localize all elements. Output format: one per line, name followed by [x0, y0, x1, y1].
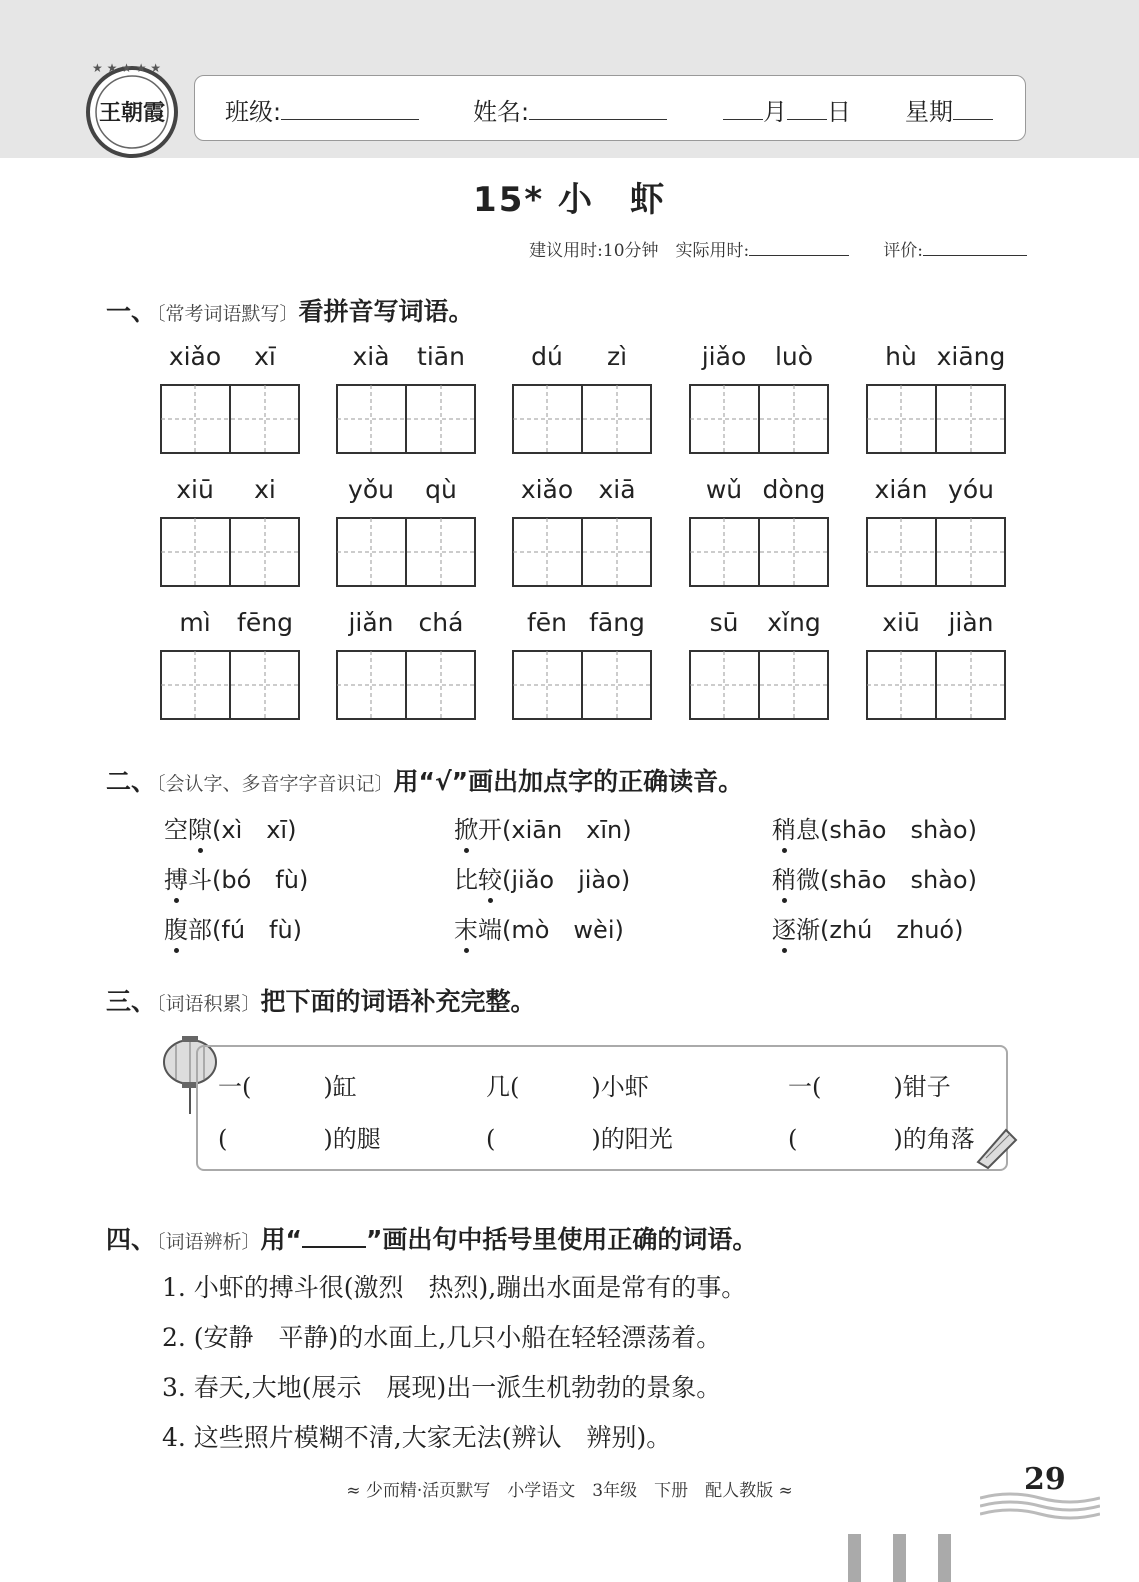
- dotted-character: 腹: [164, 910, 188, 945]
- pinyin-syllable: hù: [885, 342, 917, 371]
- word-character: 息: [796, 816, 820, 844]
- reading-options: (shāo shào): [820, 866, 977, 894]
- lesson-title: 15* 小 虾: [473, 180, 666, 220]
- section4-heading: 四、〔词语辨析〕用“ ”画出句中括号里使用正确的词语。: [106, 1225, 758, 1254]
- svg-text:★ ★ ★ ★ ★: ★ ★ ★ ★ ★: [92, 62, 162, 75]
- character-grid[interactable]: [512, 517, 652, 587]
- pinyin-syllable: xiā: [598, 475, 636, 504]
- wave-decoration-icon: [980, 1490, 1100, 1520]
- blank-3[interactable]: 一( )钳子: [788, 1073, 951, 1101]
- reading-options: (mò wèi): [502, 916, 624, 944]
- fan-decoration-icon: [970, 1122, 1020, 1172]
- dotted-character: 搏: [164, 860, 188, 895]
- character-grid[interactable]: [866, 517, 1006, 587]
- pinyin-syllable: xi: [254, 475, 276, 504]
- class-field[interactable]: 班级:: [225, 92, 419, 127]
- character-grid[interactable]: [689, 384, 829, 454]
- pinyin-syllable: sū: [709, 608, 739, 637]
- pinyin-syllable: xiǎo: [168, 342, 222, 371]
- student-info-box: [194, 75, 1026, 141]
- edge-mark: [848, 1534, 861, 1582]
- character-grid[interactable]: [866, 384, 1006, 454]
- name-field[interactable]: 姓名:: [473, 92, 667, 127]
- pinyin-syllable: xǐng: [767, 608, 821, 637]
- reading-options: (bó fù): [212, 866, 309, 894]
- word-completion-box: [196, 1045, 1008, 1171]
- pinyin-syllable: dòng: [762, 475, 826, 504]
- pinyin-syllable: qù: [425, 475, 457, 504]
- word-character: 端: [478, 916, 502, 944]
- pinyin-syllable: dú: [531, 342, 563, 371]
- section3-heading: 三、〔词语积累〕把下面的词语补充完整。: [106, 987, 536, 1016]
- section1-heading: 一、〔常考词语默写〕看拼音写词语。: [106, 297, 474, 326]
- blank-5[interactable]: ( )的阳光: [486, 1125, 673, 1153]
- pinyin-syllable: fēng: [237, 608, 293, 637]
- pronunciation-item[interactable]: [454, 810, 632, 845]
- section2-heading: 二、〔会认字、多音字字音识记〕用“√”画出加点字的正确读音。: [106, 767, 744, 796]
- dotted-character: 掀: [454, 810, 478, 845]
- character-grid[interactable]: [689, 517, 829, 587]
- reading-options: (zhú zhuó): [820, 916, 964, 944]
- edge-mark: [938, 1534, 951, 1582]
- sentence-3[interactable]: 3. 春天,大地(展示 展现)出一派生机勃勃的景象。: [162, 1373, 722, 1402]
- pronunciation-item[interactable]: [454, 910, 624, 945]
- character-grid[interactable]: [512, 384, 652, 454]
- svg-text:王朝霞: 王朝霞: [98, 101, 166, 126]
- pinyin-syllable: xī: [254, 342, 276, 371]
- pronunciation-item[interactable]: [164, 810, 296, 845]
- page-number: 29: [1024, 1462, 1066, 1497]
- pinyin-syllable: zì: [606, 342, 628, 371]
- blank-6[interactable]: ( )的角落: [788, 1125, 975, 1153]
- dotted-character: 隙: [188, 810, 212, 845]
- word-character: 部: [188, 916, 212, 944]
- character-grid[interactable]: [160, 650, 300, 720]
- pinyin-syllable: xiū: [882, 608, 920, 637]
- character-grid[interactable]: [512, 650, 652, 720]
- word-character: 比: [454, 866, 478, 894]
- word-character: 渐: [796, 916, 820, 944]
- pinyin-syllable: luò: [774, 342, 814, 371]
- blank-4[interactable]: ( )的腿: [218, 1125, 381, 1153]
- character-grid[interactable]: [336, 517, 476, 587]
- pinyin-syllable: xià: [352, 342, 390, 371]
- reading-options: (xì xī): [212, 816, 297, 844]
- dotted-character: 稍: [772, 860, 796, 895]
- pronunciation-item[interactable]: [164, 860, 308, 895]
- dotted-character: 较: [478, 860, 502, 895]
- word-character: 空: [164, 816, 188, 844]
- pinyin-syllable: xiǎo: [520, 475, 574, 504]
- pinyin-syllable: mì: [179, 608, 211, 637]
- brand-logo: [84, 62, 180, 158]
- pinyin-syllable: xiū: [176, 475, 214, 504]
- character-grid[interactable]: [336, 384, 476, 454]
- pinyin-syllable: jiàn: [948, 608, 994, 637]
- dotted-character: 末: [454, 910, 478, 945]
- pinyin-syllable: jiǎo: [701, 342, 747, 371]
- date-field[interactable]: 月 日: [723, 92, 851, 127]
- blank-2[interactable]: 几( )小虾: [486, 1073, 649, 1101]
- word-character: 微: [796, 866, 820, 894]
- word-character: 开: [478, 816, 502, 844]
- dotted-character: 逐: [772, 910, 796, 945]
- pinyin-syllable: fēn: [526, 608, 568, 637]
- pinyin-syllable: tiān: [417, 342, 465, 371]
- character-grid[interactable]: [160, 384, 300, 454]
- pronunciation-item[interactable]: [772, 810, 977, 845]
- reading-options: (jiǎo jiào): [502, 866, 631, 894]
- reading-options: (fú fù): [212, 916, 303, 944]
- timing-line: 建议用时:10分钟 实际用时: 评价:: [529, 236, 1027, 261]
- sentence-2[interactable]: 2. (安静 平静)的水面上,几只小船在轻轻漂荡着。: [162, 1323, 722, 1352]
- pinyin-syllable: chá: [418, 608, 464, 637]
- pronunciation-item[interactable]: [164, 910, 302, 945]
- reading-options: (shāo shào): [820, 816, 977, 844]
- pronunciation-item[interactable]: [772, 860, 977, 895]
- pinyin-syllable: jiǎn: [348, 608, 394, 637]
- pinyin-syllable: yǒu: [348, 475, 394, 504]
- pinyin-syllable: yóu: [948, 475, 994, 504]
- pronunciation-item[interactable]: [454, 860, 630, 895]
- character-grid[interactable]: [336, 650, 476, 720]
- sentence-4[interactable]: 4. 这些照片模糊不清,大家无法(辨认 辨别)。: [162, 1423, 672, 1452]
- edge-mark: [893, 1534, 906, 1582]
- pinyin-syllable: xián: [874, 475, 928, 504]
- pinyin-syllable: fāng: [589, 608, 645, 637]
- dotted-character: 稍: [772, 810, 796, 845]
- character-grid[interactable]: [160, 517, 300, 587]
- word-character: 斗: [188, 866, 212, 894]
- weekday-field[interactable]: 星期: [905, 92, 993, 127]
- pronunciation-item[interactable]: [772, 910, 963, 945]
- character-grid[interactable]: [689, 650, 829, 720]
- reading-options: (xiān xīn): [502, 816, 632, 844]
- pinyin-syllable: xiāng: [936, 342, 1006, 371]
- character-grid[interactable]: [866, 650, 1006, 720]
- blank-1[interactable]: 一( )缸: [218, 1073, 357, 1101]
- sentence-1[interactable]: 1. 小虾的搏斗很(激烈 热烈),蹦出水面是常有的事。: [162, 1273, 747, 1302]
- pinyin-syllable: wǔ: [705, 475, 743, 504]
- footer-text: ≈ 少而精·活页默写 小学语文 3年级 下册 配人教版 ≈: [346, 1481, 793, 1501]
